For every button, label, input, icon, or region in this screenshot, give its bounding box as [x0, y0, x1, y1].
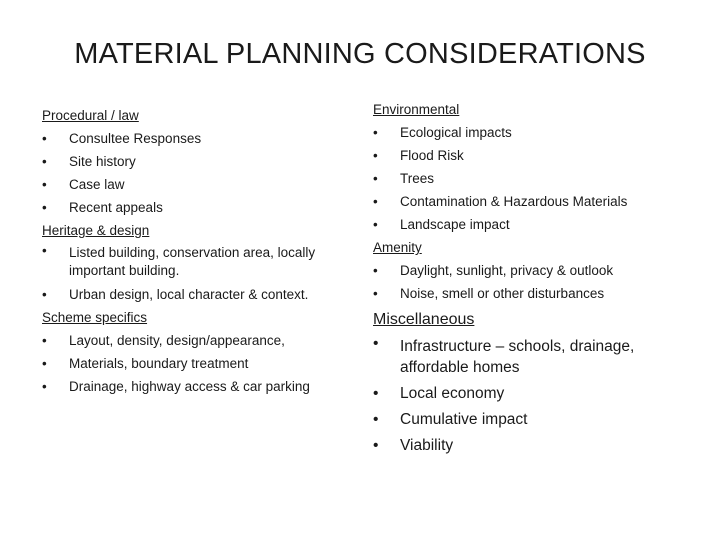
environmental-list	[373, 121, 673, 236]
bullet-icon: •	[373, 148, 378, 163]
section-heading-procedural: Procedural / law	[42, 108, 139, 123]
list-item: • Landscape impact	[373, 213, 673, 236]
bullet-icon: •	[373, 385, 379, 402]
list-item: • Layout, density, design/appearance,	[42, 329, 342, 352]
bullet-icon: •	[42, 356, 47, 371]
list-item: • Consultee Responses	[42, 127, 342, 150]
bullet-icon: •	[373, 335, 379, 352]
bullet-icon: •	[42, 131, 47, 146]
bullet-icon: •	[373, 217, 378, 232]
bullet-icon: •	[373, 194, 378, 209]
bullet-icon: •	[373, 411, 379, 428]
heritage-list	[42, 242, 342, 306]
bullet-icon: •	[42, 243, 47, 258]
bullet-icon: •	[373, 437, 379, 454]
page-title: MATERIAL PLANNING CONSIDERATIONS	[74, 38, 646, 70]
bullet-icon: •	[42, 200, 47, 215]
bullet-icon: •	[42, 379, 47, 394]
list-item: • Drainage, highway access & car parking	[42, 375, 342, 398]
bullet-icon: •	[373, 125, 378, 140]
list-item: • Materials, boundary treatment	[42, 352, 342, 375]
list-item: • Ecological impacts	[373, 121, 673, 144]
list-item: • Viability	[373, 433, 673, 459]
section-heading-heritage: Heritage & design	[42, 223, 150, 238]
list-item: • Listed building, conservation area, locally important building.	[42, 243, 316, 278]
amenity-list	[373, 259, 673, 305]
list-item: • Site history	[42, 150, 342, 173]
bullet-icon: •	[42, 154, 47, 169]
right-column	[373, 98, 673, 459]
bullet-icon: •	[373, 286, 378, 301]
list-item: • Recent appeals	[42, 196, 342, 219]
list-item: • Local economy	[373, 381, 673, 407]
section-heading-amenity: Amenity	[373, 240, 422, 255]
list-item: • Flood Risk	[373, 144, 673, 167]
left-column	[42, 104, 342, 398]
bullet-icon: •	[373, 171, 378, 186]
misc-list	[373, 333, 673, 459]
list-item: • Noise, smell or other disturbances	[373, 282, 673, 305]
section-heading-environmental: Environmental	[373, 102, 460, 117]
bullet-icon: •	[42, 333, 47, 348]
list-item: • Case law	[42, 173, 342, 196]
list-item: • Cumulative impact	[373, 407, 673, 433]
bullet-icon: •	[42, 287, 47, 302]
bullet-icon: •	[42, 177, 47, 192]
procedural-list	[42, 127, 342, 219]
list-item: • Trees	[373, 167, 673, 190]
list-item: • Contamination & Hazardous Materials	[373, 190, 673, 213]
list-item: • Urban design, local character & context.	[42, 283, 342, 306]
list-item: • Infrastructure – schools, drainage, affordable homes	[373, 335, 635, 376]
bullet-icon: •	[373, 263, 378, 278]
section-heading-scheme: Scheme specifics	[42, 310, 148, 325]
section-heading-misc: Miscellaneous	[373, 311, 475, 328]
list-item: • Daylight, sunlight, privacy & outlook	[373, 259, 673, 282]
scheme-list	[42, 329, 342, 398]
